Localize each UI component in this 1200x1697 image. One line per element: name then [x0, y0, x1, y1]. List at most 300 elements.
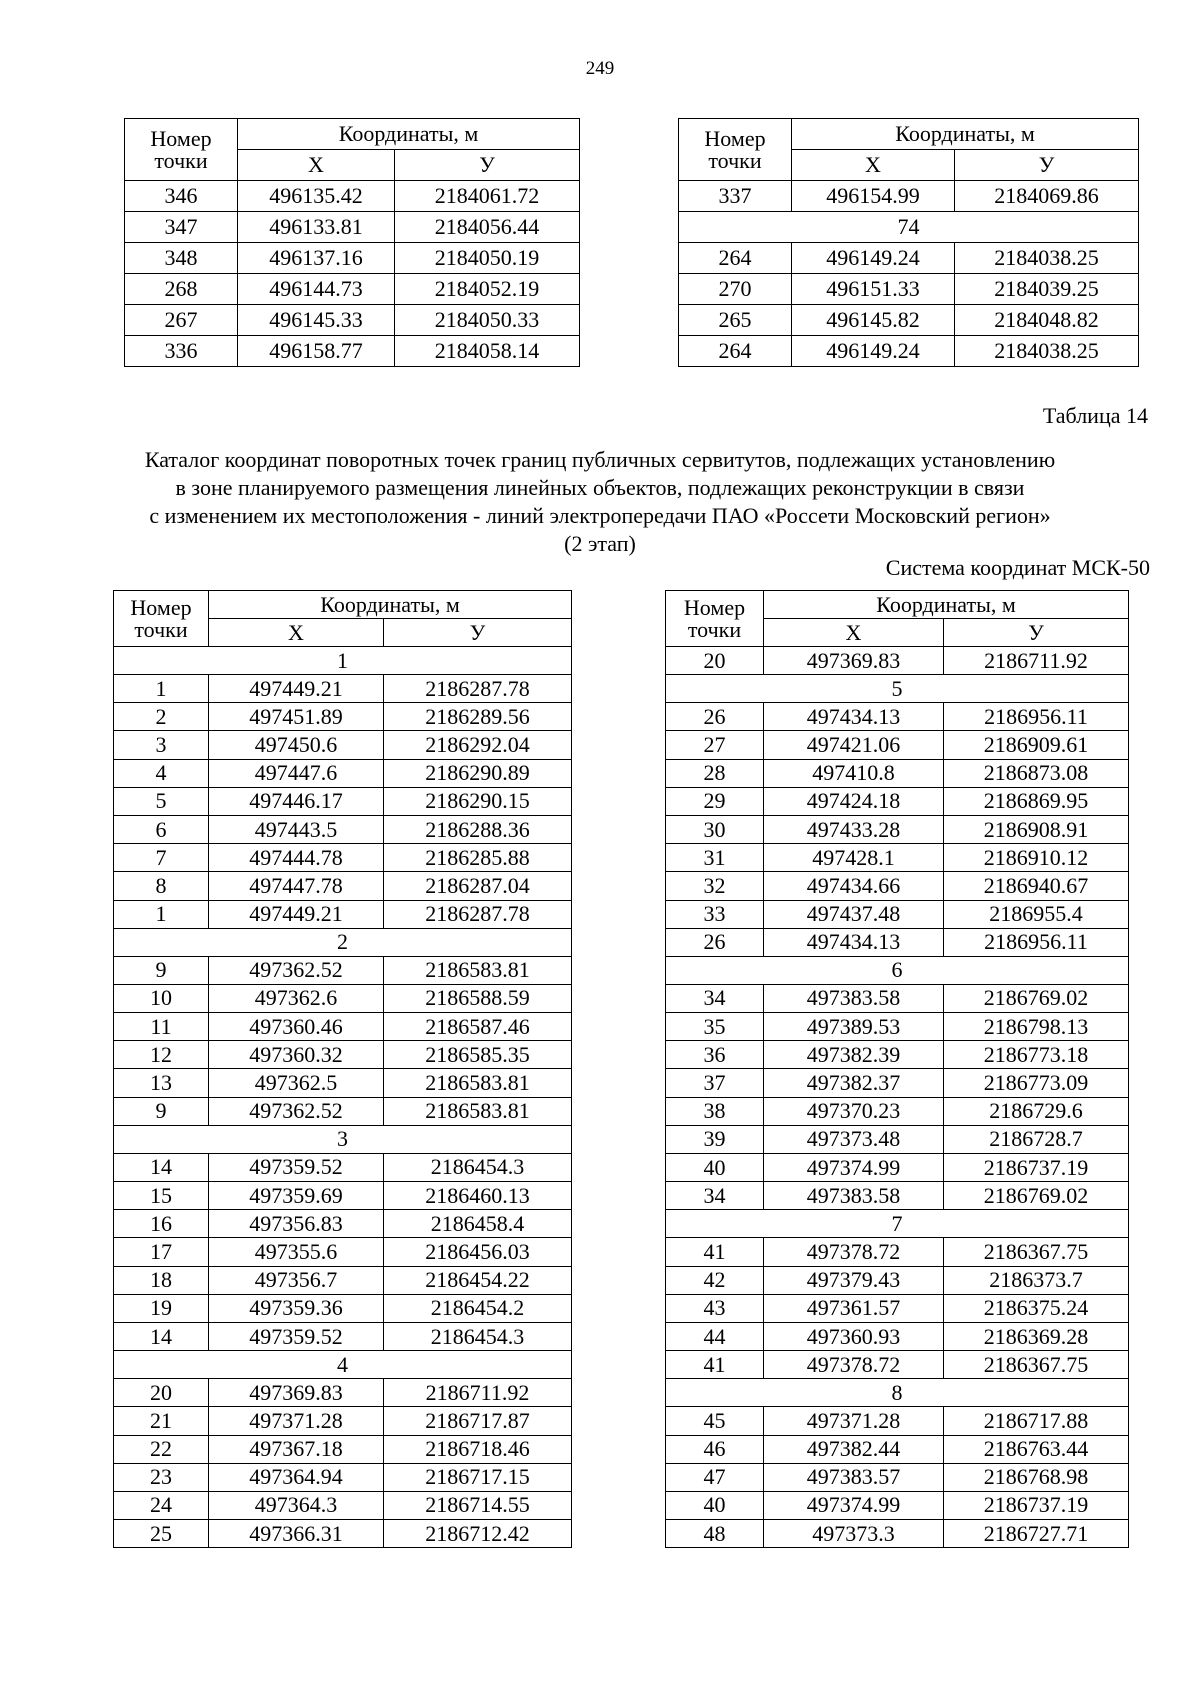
x-value: 497364.3: [209, 1491, 384, 1519]
point-number: 22: [114, 1435, 209, 1463]
y-value: 2186292.04: [384, 731, 572, 759]
x-value: 497359.52: [209, 1322, 384, 1350]
table-row: [666, 1520, 1129, 1548]
x-value: 497374.99: [764, 1154, 944, 1182]
x-value: 497356.7: [209, 1266, 384, 1294]
header-row: [666, 591, 1129, 619]
table-row: [666, 1013, 1129, 1041]
x-value: 497428.1: [764, 844, 944, 872]
y-value: 2186367.75: [944, 1351, 1129, 1379]
y-value: 2184061.72: [395, 181, 580, 212]
table-row: [114, 1491, 572, 1519]
table-caption: [100, 446, 1100, 558]
point-number: 42: [666, 1266, 764, 1294]
caption-line-4: (2 этап): [564, 531, 636, 556]
point-header-line-1: Номер: [683, 594, 746, 620]
x-header: Х: [764, 619, 944, 647]
point-number: 46: [666, 1435, 764, 1463]
point-number: 12: [114, 1041, 209, 1069]
y-value: 2186587.46: [384, 1013, 572, 1041]
table-row: [114, 1322, 572, 1350]
point-number: 336: [125, 336, 238, 367]
caption-line-3: с изменением их местоположения - линий электропередачи ПАО «Россети Московский регион»: [149, 503, 1051, 528]
y-header: У: [955, 150, 1139, 181]
y-value: 2186769.02: [944, 984, 1129, 1012]
y-value: 2184050.19: [395, 243, 580, 274]
y-value: 2186909.61: [944, 731, 1129, 759]
y-value: 2186717.88: [944, 1407, 1129, 1435]
y-value: 2186717.87: [384, 1407, 572, 1435]
point-header: [679, 119, 792, 181]
coordinates-header: Координаты, м: [209, 591, 572, 619]
y-value: 2186369.28: [944, 1322, 1129, 1350]
y-value: 2186285.88: [384, 844, 572, 872]
y-value: 2184056.44: [395, 212, 580, 243]
table-row: [114, 815, 572, 843]
table-row: [666, 900, 1129, 928]
point-number: 47: [666, 1463, 764, 1491]
y-value: 2186367.75: [944, 1238, 1129, 1266]
x-value: 497449.21: [209, 900, 384, 928]
x-value: 497382.39: [764, 1041, 944, 1069]
point-number: 44: [666, 1322, 764, 1350]
x-value: 496158.77: [238, 336, 395, 367]
x-value: 497379.43: [764, 1266, 944, 1294]
x-value: 496135.42: [238, 181, 395, 212]
table-row: [666, 647, 1129, 675]
x-value: 497449.21: [209, 675, 384, 703]
x-value: 497369.83: [764, 647, 944, 675]
x-value: 497383.58: [764, 984, 944, 1012]
table-row: [666, 872, 1129, 900]
point-number: 20: [666, 647, 764, 675]
table-row: [666, 759, 1129, 787]
table-row: [114, 703, 572, 731]
coordinates-table-bottom-left: [113, 590, 572, 1548]
point-number: 23: [114, 1463, 209, 1491]
y-value: 2186585.35: [384, 1041, 572, 1069]
x-value: 497410.8: [764, 759, 944, 787]
table-row: [666, 844, 1129, 872]
table-row: [114, 731, 572, 759]
point-number: 33: [666, 900, 764, 928]
point-header-line-1: Номер: [150, 125, 212, 151]
table-row: [666, 1125, 1129, 1153]
coordinates-header: Координаты, м: [764, 591, 1129, 619]
x-value: 497360.93: [764, 1322, 944, 1350]
point-number: 4: [114, 759, 209, 787]
point-header: [125, 119, 238, 181]
table-row: [114, 787, 572, 815]
point-number: 21: [114, 1407, 209, 1435]
y-value: 2186727.71: [944, 1520, 1129, 1548]
point-number: 40: [666, 1154, 764, 1182]
point-number: 41: [666, 1351, 764, 1379]
table-row: [114, 1407, 572, 1435]
point-number: 20: [114, 1379, 209, 1407]
y-value: 2186454.22: [384, 1266, 572, 1294]
x-value: 497355.6: [209, 1238, 384, 1266]
y-value: 2186290.15: [384, 787, 572, 815]
table-row: [666, 1322, 1129, 1350]
x-value: 497362.6: [209, 984, 384, 1012]
coordinates-table-top-left: [124, 118, 580, 367]
x-header: Х: [238, 150, 395, 181]
x-value: 497451.89: [209, 703, 384, 731]
x-value: 497362.52: [209, 956, 384, 984]
point-header: [666, 591, 764, 647]
y-value: 2186773.18: [944, 1041, 1129, 1069]
x-value: 497359.69: [209, 1182, 384, 1210]
point-number: 41: [666, 1238, 764, 1266]
point-header-line-2: точки: [154, 147, 208, 173]
table-row: [666, 1069, 1129, 1097]
table-row: [125, 181, 580, 212]
table-row: [114, 956, 572, 984]
y-value: 2186588.59: [384, 984, 572, 1012]
y-value: 2186458.4: [384, 1210, 572, 1238]
table-row: [114, 900, 572, 928]
x-value: 497383.57: [764, 1463, 944, 1491]
y-value: 2186940.67: [944, 872, 1129, 900]
table-row: [114, 1463, 572, 1491]
table-row: [666, 1041, 1129, 1069]
y-value: 2186873.08: [944, 759, 1129, 787]
x-value: 497447.6: [209, 759, 384, 787]
x-value: 497389.53: [764, 1013, 944, 1041]
coordinates-header: Координаты, м: [792, 119, 1139, 150]
y-value: 2186869.95: [944, 787, 1129, 815]
table-row: [114, 1210, 572, 1238]
y-value: 2184052.19: [395, 274, 580, 305]
table-row: [114, 1238, 572, 1266]
table-row: [666, 1463, 1129, 1491]
caption-line-1: Каталог координат поворотных точек границ публичных сервитутов, подлежащих установлению: [144, 447, 1056, 472]
table-row: [666, 928, 1129, 956]
point-number: 40: [666, 1491, 764, 1519]
x-value: 497446.17: [209, 787, 384, 815]
point-number: 24: [114, 1491, 209, 1519]
table-row: [679, 243, 1139, 274]
x-value: 497443.5: [209, 815, 384, 843]
x-value: 496144.73: [238, 274, 395, 305]
x-value: 496137.16: [238, 243, 395, 274]
table-row: [666, 1154, 1129, 1182]
x-value: 497369.83: [209, 1379, 384, 1407]
x-value: 497434.13: [764, 703, 944, 731]
y-value: 2186908.91: [944, 815, 1129, 843]
x-value: 497424.18: [764, 787, 944, 815]
point-number: 347: [125, 212, 238, 243]
table-row: [666, 1491, 1129, 1519]
header-row: [679, 119, 1139, 150]
table-row: [666, 1097, 1129, 1125]
y-value: 2186712.42: [384, 1520, 572, 1548]
y-value: 2186583.81: [384, 1069, 572, 1097]
point-number: 27: [666, 731, 764, 759]
table-row: [666, 1407, 1129, 1435]
point-number: 48: [666, 1520, 764, 1548]
point-number: 36: [666, 1041, 764, 1069]
x-header: Х: [792, 150, 955, 181]
x-value: 497364.94: [209, 1463, 384, 1491]
point-header-line-1: Номер: [704, 125, 766, 151]
table-row: [114, 1153, 572, 1181]
x-value: 496133.81: [238, 212, 395, 243]
point-number: 9: [114, 956, 209, 984]
y-value: 2186910.12: [944, 844, 1129, 872]
table-row: [114, 1182, 572, 1210]
table-row: [114, 1294, 572, 1322]
group-number: 1: [114, 647, 572, 675]
table-row: [114, 675, 572, 703]
x-value: 497444.78: [209, 844, 384, 872]
point-header-line-2: точки: [708, 147, 762, 173]
y-value: 2186288.36: [384, 815, 572, 843]
page-number: 249: [585, 58, 615, 79]
table-row: [125, 305, 580, 336]
x-value: 496154.99: [792, 181, 955, 212]
y-value: 2186287.04: [384, 872, 572, 900]
x-value: 497371.28: [764, 1407, 944, 1435]
point-number: 26: [666, 703, 764, 731]
y-value: 2186287.78: [384, 675, 572, 703]
y-value: 2186714.55: [384, 1491, 572, 1519]
x-value: 497361.57: [764, 1294, 944, 1322]
y-value: 2186956.11: [944, 703, 1129, 731]
point-number: 1: [114, 900, 209, 928]
table-row: [125, 274, 580, 305]
x-value: 497360.32: [209, 1041, 384, 1069]
y-value: 2186583.81: [384, 956, 572, 984]
y-value: 2186728.7: [944, 1125, 1129, 1153]
x-value: 497373.48: [764, 1125, 944, 1153]
point-number: 8: [114, 872, 209, 900]
point-number: 337: [679, 181, 792, 212]
table-row: [114, 1379, 572, 1407]
y-value: 2184048.82: [955, 305, 1139, 336]
table-row: [125, 212, 580, 243]
y-value: 2186769.02: [944, 1182, 1129, 1210]
point-number: 10: [114, 984, 209, 1012]
point-number: 38: [666, 1097, 764, 1125]
group-row: [114, 647, 572, 675]
table-row: [114, 1266, 572, 1294]
x-value: 497374.99: [764, 1491, 944, 1519]
point-number: 43: [666, 1294, 764, 1322]
table-row: [114, 984, 572, 1012]
coordinates-table-top-right: [678, 118, 1139, 367]
table-row: [679, 181, 1139, 212]
group-number: 4: [114, 1351, 572, 1379]
y-header: У: [395, 150, 580, 181]
table-row: [666, 787, 1129, 815]
y-value: 2186460.13: [384, 1182, 572, 1210]
point-number: 17: [114, 1238, 209, 1266]
table-row: [666, 815, 1129, 843]
y-value: 2186454.3: [384, 1153, 572, 1181]
point-number: 5: [114, 787, 209, 815]
point-header: [114, 591, 209, 647]
y-value: 2184038.25: [955, 336, 1139, 367]
group-row: [666, 1210, 1129, 1238]
y-value: 2186375.24: [944, 1294, 1129, 1322]
y-value: 2186763.44: [944, 1435, 1129, 1463]
point-number: 34: [666, 1182, 764, 1210]
x-value: 497356.83: [209, 1210, 384, 1238]
x-value: 497362.5: [209, 1069, 384, 1097]
x-value: 497383.58: [764, 1182, 944, 1210]
group-row: [114, 928, 572, 956]
table-row: [666, 1238, 1129, 1266]
point-number: 39: [666, 1125, 764, 1153]
x-value: 496149.24: [792, 243, 955, 274]
x-value: 497447.78: [209, 872, 384, 900]
y-value: 2184069.86: [955, 181, 1139, 212]
point-number: 30: [666, 815, 764, 843]
table-row: [679, 274, 1139, 305]
group-row: [679, 212, 1139, 243]
point-number: 265: [679, 305, 792, 336]
x-value: 497373.3: [764, 1520, 944, 1548]
x-value: 497367.18: [209, 1435, 384, 1463]
x-value: 497433.28: [764, 815, 944, 843]
point-number: 29: [666, 787, 764, 815]
point-number: 268: [125, 274, 238, 305]
x-value: 497437.48: [764, 900, 944, 928]
point-number: 13: [114, 1069, 209, 1097]
x-value: 497434.13: [764, 928, 944, 956]
group-number: 5: [666, 675, 1129, 703]
x-value: 497362.52: [209, 1097, 384, 1125]
group-row: [666, 1379, 1129, 1407]
point-number: 15: [114, 1182, 209, 1210]
y-header: У: [384, 619, 572, 647]
table-row: [666, 1351, 1129, 1379]
group-number: 8: [666, 1379, 1129, 1407]
point-number: 26: [666, 928, 764, 956]
point-number: 270: [679, 274, 792, 305]
x-value: 497370.23: [764, 1097, 944, 1125]
point-number: 45: [666, 1407, 764, 1435]
x-value: 496145.82: [792, 305, 955, 336]
table-row: [114, 1435, 572, 1463]
table-row: [666, 1294, 1129, 1322]
point-number: 37: [666, 1069, 764, 1097]
point-number: 348: [125, 243, 238, 274]
table-row: [114, 1097, 572, 1125]
point-header-line-2: точки: [687, 616, 742, 642]
y-value: 2184050.33: [395, 305, 580, 336]
point-header-line-2: точки: [134, 616, 188, 642]
point-number: 31: [666, 844, 764, 872]
x-value: 497366.31: [209, 1520, 384, 1548]
point-number: 9: [114, 1097, 209, 1125]
y-value: 2186718.46: [384, 1435, 572, 1463]
table-row: [114, 1041, 572, 1069]
table-row: [125, 336, 580, 367]
point-number: 34: [666, 984, 764, 1012]
point-number: 16: [114, 1210, 209, 1238]
x-header: Х: [209, 619, 384, 647]
group-number: 6: [666, 956, 1129, 984]
table-row: [666, 1435, 1129, 1463]
x-value: 497371.28: [209, 1407, 384, 1435]
y-value: 2186456.03: [384, 1238, 572, 1266]
y-value: 2186717.15: [384, 1463, 572, 1491]
x-value: 497378.72: [764, 1238, 944, 1266]
table-row: [666, 703, 1129, 731]
point-number: 6: [114, 815, 209, 843]
group-row: [114, 1351, 572, 1379]
x-value: 497378.72: [764, 1351, 944, 1379]
x-value: 496149.24: [792, 336, 955, 367]
point-number: 346: [125, 181, 238, 212]
point-number: 264: [679, 243, 792, 274]
point-number: 28: [666, 759, 764, 787]
y-value: 2186711.92: [944, 647, 1129, 675]
group-number: 3: [114, 1125, 572, 1153]
y-value: 2186454.2: [384, 1294, 572, 1322]
header-row: [125, 119, 580, 150]
table-row: [679, 336, 1139, 367]
point-number: 18: [114, 1266, 209, 1294]
group-number: 7: [666, 1210, 1129, 1238]
table-row: [666, 984, 1129, 1012]
y-value: 2184039.25: [955, 274, 1139, 305]
table-row: [666, 731, 1129, 759]
point-number: 264: [679, 336, 792, 367]
table-row: [114, 872, 572, 900]
header-row: [114, 591, 572, 619]
table-row: [114, 759, 572, 787]
x-value: 497359.52: [209, 1153, 384, 1181]
x-value: 497359.36: [209, 1294, 384, 1322]
point-number: 11: [114, 1013, 209, 1041]
table-label: Таблица 14: [1042, 403, 1148, 428]
x-value: 496145.33: [238, 305, 395, 336]
coordinate-system-label: Система координат МСК-50: [885, 555, 1150, 580]
y-value: 2186768.98: [944, 1463, 1129, 1491]
y-value: 2186373.7: [944, 1266, 1129, 1294]
point-number: 7: [114, 844, 209, 872]
coordinates-table-bottom-right: [665, 590, 1129, 1548]
coordinates-header: Координаты, м: [238, 119, 580, 150]
caption-line-2: в зоне планируемого размещения линейных объектов, подлежащих реконструкции в связи: [175, 475, 1025, 500]
point-number: 25: [114, 1520, 209, 1548]
y-header: У: [944, 619, 1129, 647]
y-value: 2186729.6: [944, 1097, 1129, 1125]
point-number: 267: [125, 305, 238, 336]
x-value: 497382.44: [764, 1435, 944, 1463]
group-number: 74: [679, 212, 1139, 243]
y-value: 2186711.92: [384, 1379, 572, 1407]
x-value: 496151.33: [792, 274, 955, 305]
y-value: 2186773.09: [944, 1069, 1129, 1097]
point-header-line-1: Номер: [130, 594, 192, 620]
table-row: [114, 1069, 572, 1097]
y-value: 2186737.19: [944, 1491, 1129, 1519]
x-value: 497450.6: [209, 731, 384, 759]
table-row: [666, 1182, 1129, 1210]
y-value: 2186737.19: [944, 1154, 1129, 1182]
table-row: [666, 1266, 1129, 1294]
point-number: 3: [114, 731, 209, 759]
y-value: 2186289.56: [384, 703, 572, 731]
group-row: [114, 1125, 572, 1153]
group-row: [666, 675, 1129, 703]
y-value: 2186583.81: [384, 1097, 572, 1125]
